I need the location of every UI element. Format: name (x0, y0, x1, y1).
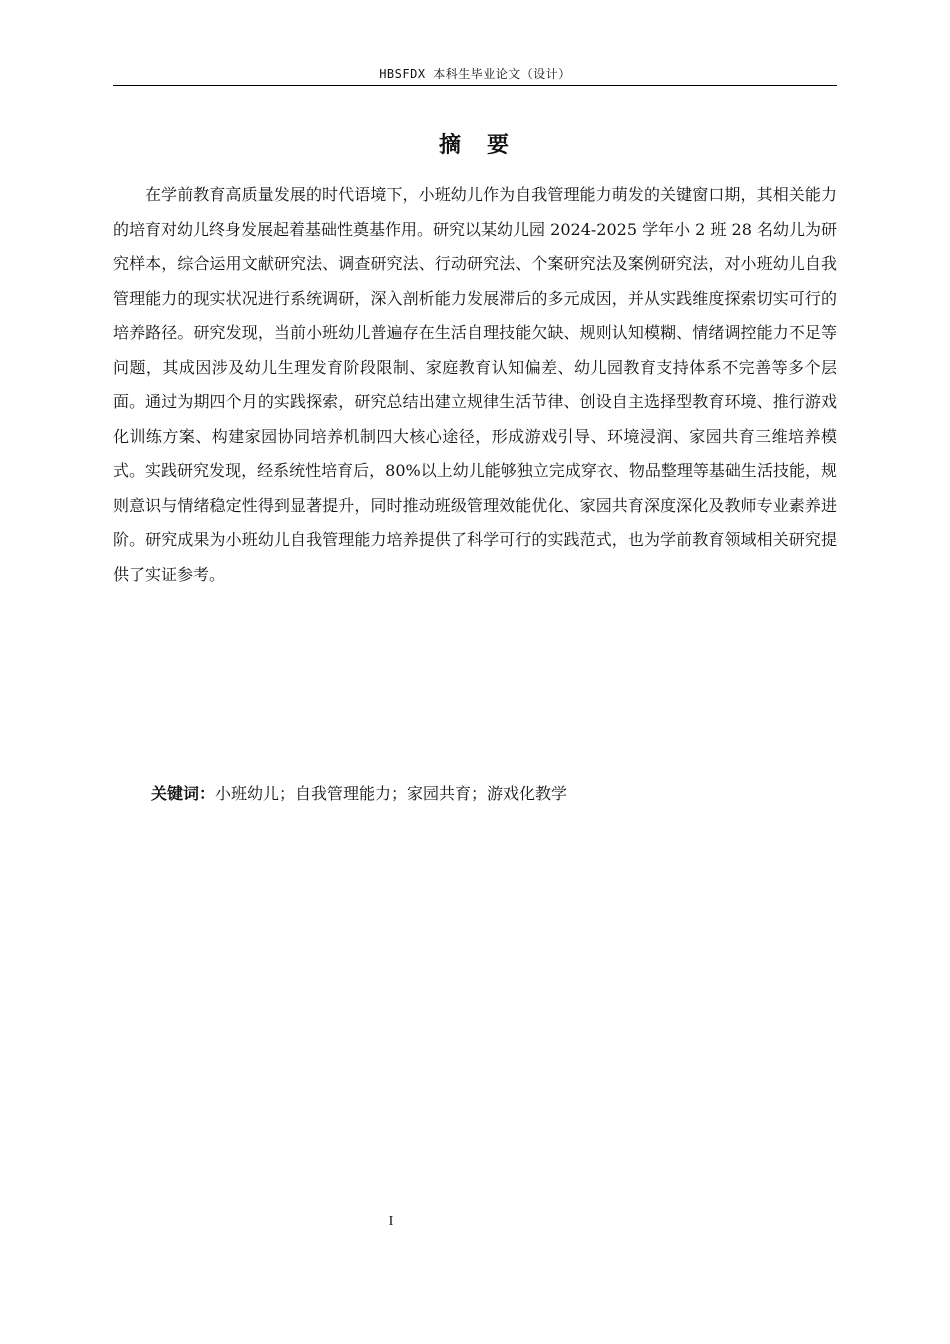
page-number: I (388, 1214, 394, 1229)
keywords-label: 关键词： (151, 784, 216, 803)
abstract-body: 在学前教育高质量发展的时代语境下，小班幼儿作为自我管理能力萌发的关键窗口期，其相关能力的培育对幼儿终身发展起着基础性奠基作用。研究以某幼儿园 2024-2025 学年小 2 班 28 名幼儿为研究样本，综合运用文献研究法、调查研究法、行动研究法、个案研究法及案例研究法，对小班幼儿自我管理能力的现实状况进行系统调研，深入剖析能力发展滞后的多元成因，并从实践维度探索切实可行的培养路径。研究发现，当前小班幼儿普遍存在生活自理技能欠缺、规则认知模糊、情绪调控能力不足等问题，其成因涉及幼儿生理发育阶段限制、家庭教育认知偏差、幼儿园教育支持体系不完善等多个层面。通过为期四个月的实践探索，研究总结出建立规律生活节律、创设自主选择型教育环境、推行游戏化训练方案、构建家园协同培养机制四大核心途径，形成游戏引导、环境浸润、家园共育三维培养模式。实践研究发现，经系统性培育后，80%以上幼儿能够独立完成穿衣、物品整理等基础生活技能，规则意识与情绪稳定性得到显著提升，同时推动班级管理效能优化、家园共育深度深化及教师专业素养进阶。研究成果为小班幼儿自我管理能力培养提供了科学可行的实践范式，也为学前教育领域相关研究提供了实证参考。 (113, 185, 837, 584)
keywords-line (151, 779, 567, 809)
header-divider (113, 85, 837, 86)
running-header: HBSFDX 本科生毕业论文（设计） (379, 67, 571, 81)
keywords-value: 小班幼儿；自我管理能力；家园共育；游戏化教学 (215, 784, 568, 803)
abstract-title: 摘 要 (438, 133, 511, 158)
